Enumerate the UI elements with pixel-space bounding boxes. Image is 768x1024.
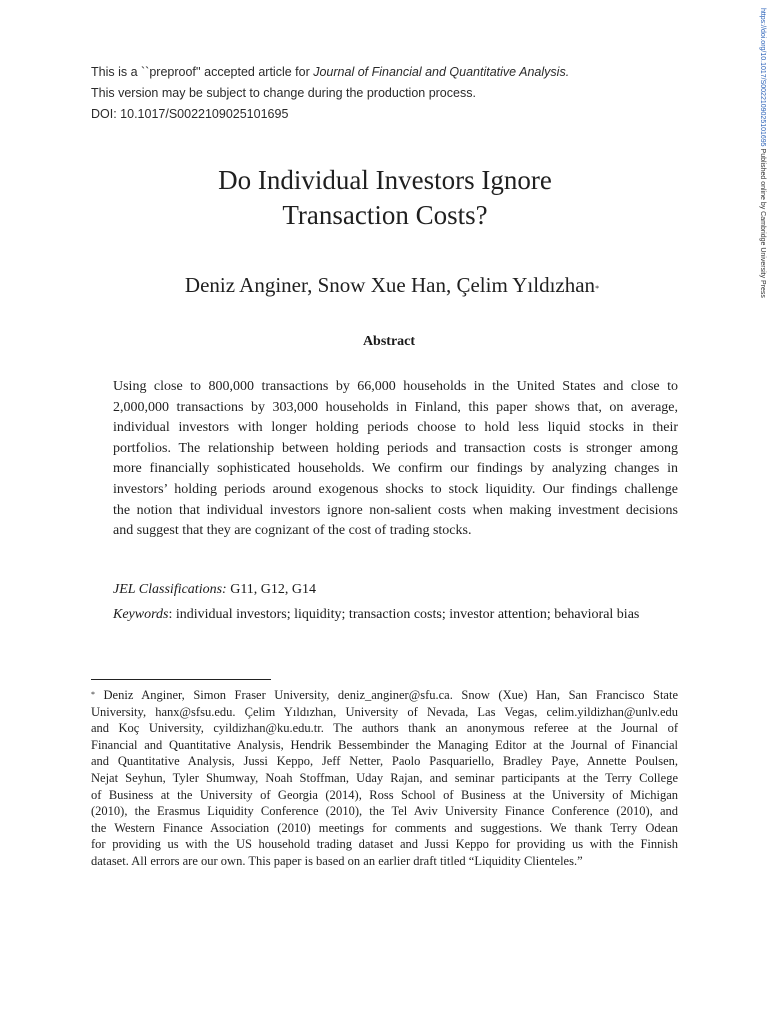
abstract-line: more financially sophisticated households. We confirm our findings by analyzing changes in <box>113 461 678 477</box>
author-footnote-marker: * <box>595 284 600 293</box>
abstract-line: and suggest that they are cognizant of the cost of trading stocks. <box>113 523 472 539</box>
paper-title <box>0 163 768 233</box>
author-names: Deniz Anginer, Snow Xue Han, Çelim Yıldızhan <box>184 273 596 297</box>
footnote-line: (2010), the Erasmus Liquidity Conference (2010), the Tel Aviv University Finance Conference (2010), and <box>91 804 678 819</box>
footnote-line: * Deniz Anginer, Simon Fraser University, deniz_anginer@sfu.ca. Snow (Xue) Han, San Francisco State <box>91 688 678 702</box>
abstract-line: Using close to 800,000 transactions by 66,000 households in the United States and close to <box>113 379 678 394</box>
jel-value: G11, G12, G14 <box>226 582 317 597</box>
author-list <box>0 271 754 299</box>
preproof-notice <box>91 62 569 125</box>
side-publication-note <box>758 8 767 298</box>
keywords-value: : individual investors; liquidity; transaction costs; investor attention; behavioral bias <box>168 607 640 622</box>
abstract-line: portfolios. The relationship between holding periods and transaction costs is stronger among <box>113 440 678 456</box>
keywords-label: Keywords <box>113 607 169 622</box>
abstract-line: the notion that individual investors ignore non-salient costs when making investment decisions <box>113 502 678 518</box>
footnote-line: and Koç University, cyildizhan@ku.edu.tr. The authors thank an anonymous referee at the Journal of <box>91 721 678 736</box>
abstract-line: individual investors with longer holding periods choose to hold less liquid stocks in their <box>113 420 678 436</box>
side-published-text: Published online by Cambridge University Press <box>759 146 766 298</box>
author-footnote <box>91 687 678 870</box>
footnote-marker: * <box>91 690 95 699</box>
preproof-line-2: This version may be subject to change during the production process. <box>91 86 476 100</box>
abstract-line: investors’ holding periods around exogenous shocks to stock liquidity. Our findings challenge <box>113 481 678 497</box>
abstract-heading: Abstract <box>362 334 416 349</box>
preproof-line-1: This is a ``preproof'' accepted article for Journal of Financial and Quantitative Analysis. <box>91 65 570 79</box>
abstract-body <box>113 377 678 542</box>
title-line-1: Do Individual Investors Ignore <box>218 165 552 195</box>
preproof-doi: DOI: 10.1017/S0022109025101695 <box>91 107 289 121</box>
keywords <box>113 607 639 623</box>
footnote-line: dataset. All errors are our own. This paper is based on an earlier draft titled “Liquidity Clienteles.” <box>91 853 583 868</box>
footnote-line: the Western Finance Association (2010) meetings for comments and suggestions. We thank Terry Odean <box>91 820 678 835</box>
footnote-line: of Business at the University of Georgia (2014), Ross School of Business at the University of Michigan <box>91 787 678 802</box>
footnote-line: Financial and Quantitative Analysis, Hendrik Bessembinder the Managing Editor at the Journal of Financial <box>91 737 678 752</box>
title-line-2: Transaction Costs? <box>282 200 488 230</box>
footnote-divider <box>91 679 271 680</box>
journal-name: Journal of Financial and Quantitative Analysis. <box>313 65 570 79</box>
footnote-line: University, hanx@sfsu.edu. Çelim Yıldızhan, University of Nevada, Las Vegas, celim.yildizhan@unlv.edu <box>91 704 678 719</box>
jel-classifications <box>113 582 316 598</box>
footnote-line: for providing us with the US household trading dataset and Jussi Keppo for providing us with the Finnish <box>91 837 678 852</box>
footnote-line: Nejat Seyhun, Tyler Shumway, Noah Stoffman, Uday Rajan, and seminar participants at the Terry College <box>91 770 678 785</box>
side-doi-link[interactable]: https://doi.org/10.1017/S0022109025101695 <box>759 8 766 147</box>
footnote-line: and Quantitative Analysis, Jussi Keppo, Jeff Netter, Paolo Pasquariello, Bradley Paye, Annette Poulsen, <box>91 754 678 769</box>
abstract-line: 2,000,000 transactions by 303,000 households in Finland, this paper shows that, on average, <box>113 399 678 415</box>
jel-label: JEL Classifications: <box>113 582 227 597</box>
